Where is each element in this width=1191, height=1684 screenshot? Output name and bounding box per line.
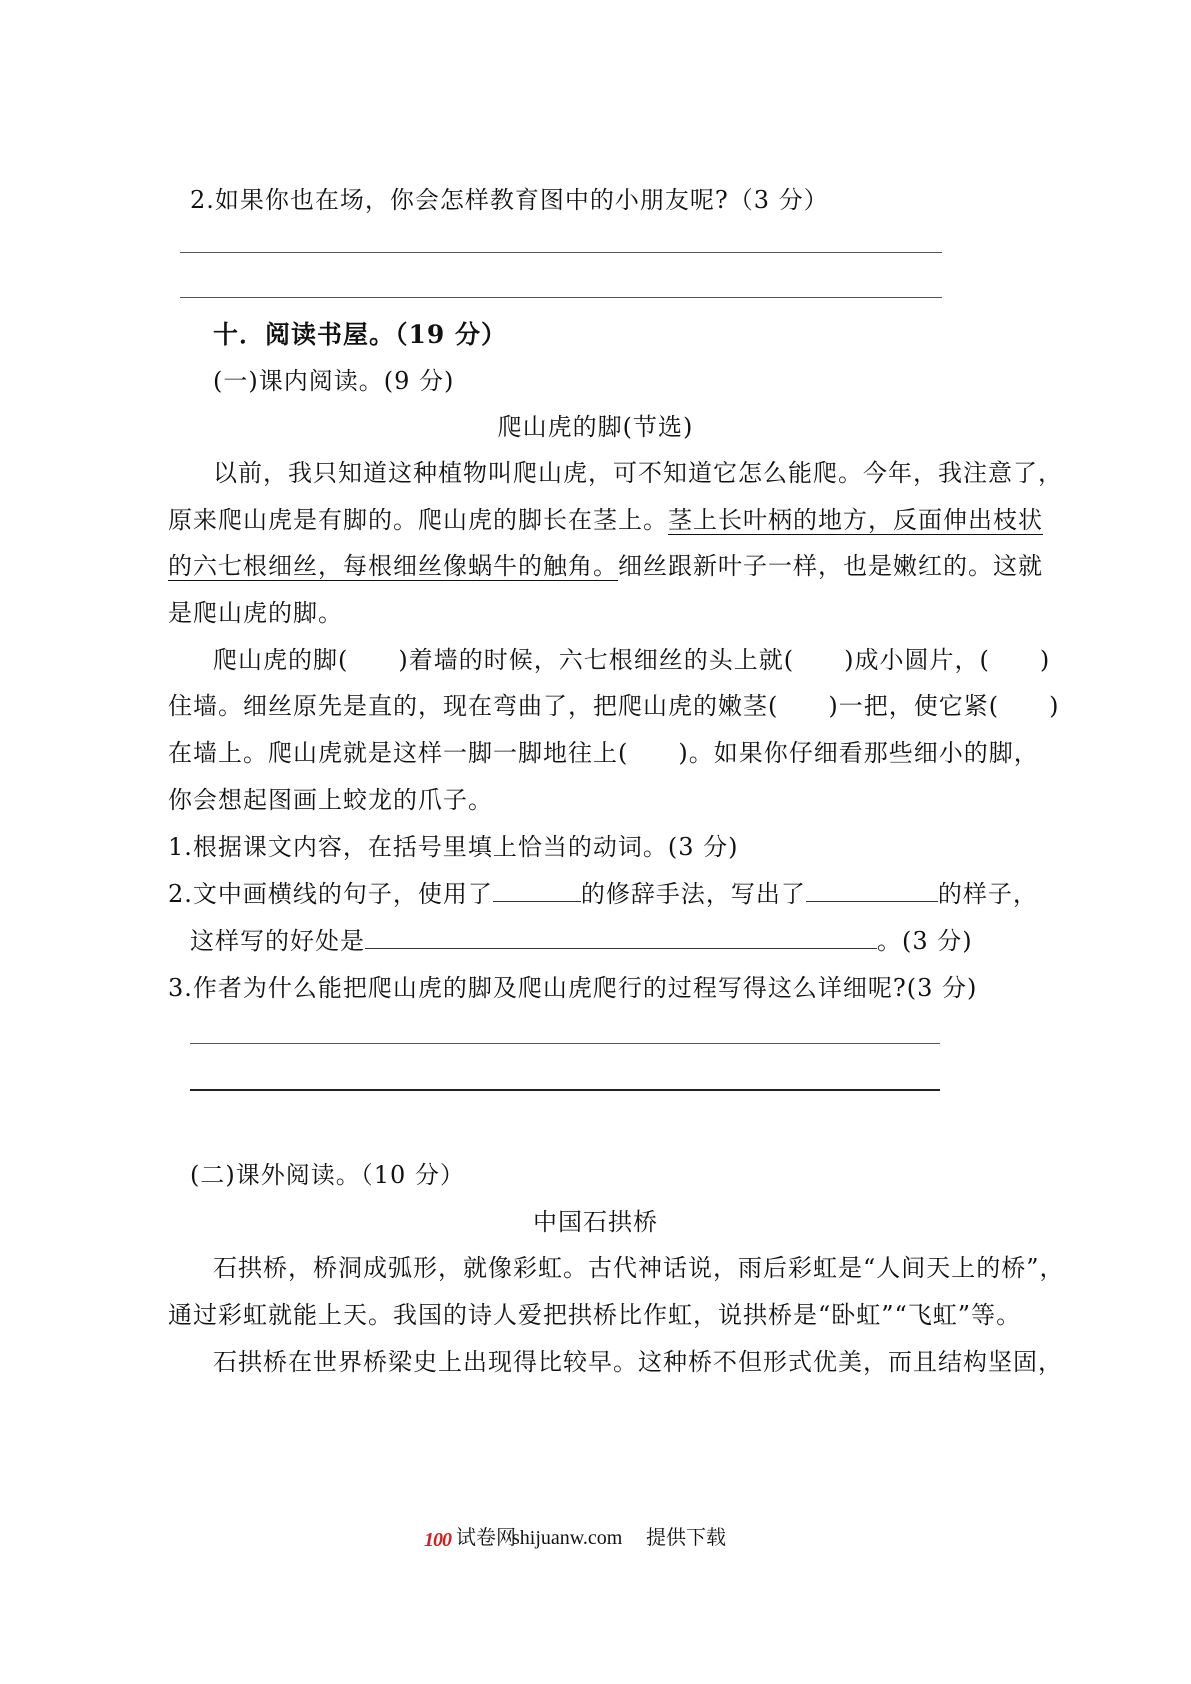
passage-1-p1-line4: 是爬山虎的脚。 [168,599,343,627]
q2-text-b: 的修辞手法，写出了 [580,880,806,908]
site-name: 试卷网 [456,1527,516,1549]
download-note: 提供下载 [646,1527,726,1549]
passage-1-p2-line1: 爬山虎的脚( )着墙的时候，六七根细丝的头上就( )成小圆片，( ) [213,646,1051,674]
question-10-1-3: 3.作者为什么能把爬山虎的脚及爬山虎爬行的过程写得这么详细呢?(3 分) [168,974,978,1002]
part-2-label: (二)课外阅读。（10 分） [190,1161,465,1189]
passage-1-p2-line3: 在墙上。爬山虎就是这样一脚一脚地往上( )。如果你仔细看那些细小的脚， [168,739,1039,767]
part-1-label: (一)课内阅读。(9 分) [213,367,455,395]
fill-blank-benefit[interactable] [365,926,877,949]
plain-text: 原来爬山虎是有脚的。爬山虎的脚长在茎上。 [168,506,668,534]
site-logo: 100 [424,1529,451,1551]
passage-2-p2-line1: 石拱桥在世界桥梁史上出现得比较早。这种桥不但形式优美，而且结构坚固， [213,1348,1063,1376]
site-url: shijuanw.com [512,1527,623,1549]
question-9-2: 2.如果你也在场，你会怎样教育图中的小朋友呢?（3 分） [190,186,829,214]
passage-1-p1-line2 [168,504,1043,536]
question-10-1-2-cont [190,925,973,957]
passage-2-p1-line1: 石拱桥，桥洞成弧形，就像彩虹。古代神话说，雨后彩虹是“人间天上的桥”， [213,1254,1065,1282]
plain-text: 细丝跟新叶子一样，也是嫩红的。这就 [618,552,1043,580]
passage-1-p1-line3 [168,550,1043,582]
fill-blank-rhetoric[interactable] [493,879,581,902]
passage-1-p1-line1: 以前，我只知道这种植物叫爬山虎，可不知道它怎么能爬。今年，我注意了， [213,459,1063,487]
passage-2-p1-line2: 通过彩虹就能上天。我国的诗人爱把拱桥比作虹，说拱桥是“卧虹”“飞虹”等。 [168,1301,1022,1329]
passage-2-title: 中国石拱桥 [533,1208,658,1236]
question-10-1-1: 1.根据课文内容，在括号里填上恰当的动词。(3 分) [168,833,739,861]
page-footer [0,1522,1191,1554]
q2-text-c: 的样子， [937,880,1038,908]
q2-text-e: 。(3 分) [877,927,973,955]
fill-blank-appearance[interactable] [806,879,938,902]
underlined-sentence: 茎上长叶柄的地方，反面伸出枝状 [668,506,1043,534]
answer-line-2 [180,297,942,298]
answer-line-3 [190,1043,940,1044]
answer-line-1 [180,252,942,253]
underlined-sentence: 的六七根细丝，每根细丝像蜗牛的触角。 [168,552,618,580]
q2-text-a: 2.文中画横线的句子，使用了 [168,880,493,908]
question-10-1-2 [168,878,1038,910]
section-10-title: 十．阅读书屋。（19 分） [213,320,507,349]
passage-1-p2-line4: 你会想起图画上蛟龙的爪子。 [168,786,493,814]
passage-1-p2-line2: 住墙。细丝原先是直的，现在弯曲了，把爬山虎的嫩茎( )一把，使它紧( ) [168,692,1060,720]
passage-1-title: 爬山虎的脚(节选) [497,413,694,441]
q2-text-d: 这样写的好处是 [190,927,365,955]
answer-line-4 [190,1089,940,1091]
